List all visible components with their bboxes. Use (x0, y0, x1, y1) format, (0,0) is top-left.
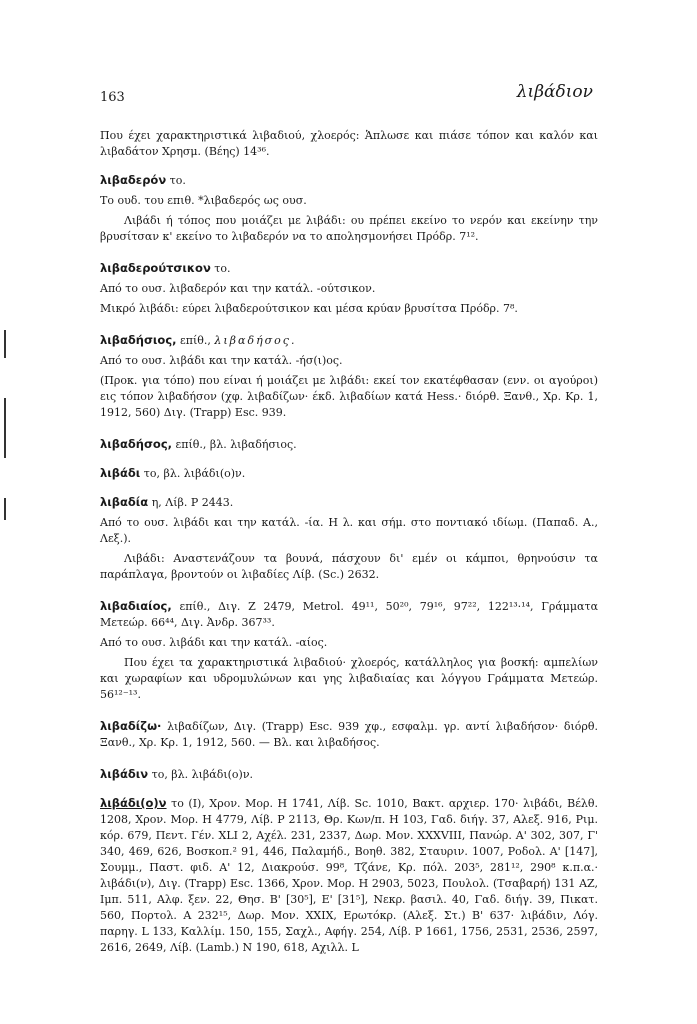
margin-mark (4, 398, 6, 458)
entry-lemma: λιβαδίζω· (100, 719, 162, 733)
entry-gloss: το, βλ. λιβάδι(ο)ν. (151, 768, 254, 781)
entry-gloss: λιβαδίζων, Διγ. (Trapp) Esc. 939 χφ., εσφαλμ. γρ. αντί λιβαδήσον· διόρθ. Ξανθ., Χρ. Κρ. 1, 1912, 560. — Βλ. και λιβαδήσος. (100, 720, 598, 749)
entry-lemma: λιβαδερόν (100, 173, 167, 187)
entry-livaderon (100, 172, 598, 245)
entry-livadisios (100, 332, 598, 421)
entry-forms: το (Ι), Χρον. Μορ. H 1741, Λίβ. Sc. 1010, Βακτ. αρχιερ. 170· λιβάδι, Βέλθ. 1208, Χρον. Μορ. H 4779, Λίβ. P 2113, Θρ. Κων/π. H 103, Γαδ. διήγ. 37, Αλεξ. 916, Ριμ. κόρ. 679, Πεντ. Γέν. XLI 2, Αχέλ. 231, 2337, Δωρ. Μον. XXXVIII, Πανώρ. Α' 302, 307, Γ' 340, 469, 626, Βοσκοπ.² 91, 446, Παλαμήδ., Βοηθ. 382, Σταυριν. 1007, Ροδολ. Α' [147], Σουμμ., Παστ. φιδ. Α' 12, Διακρούσ. 99⁸, Τζάνε, Κρ. πόλ. 203⁵, 281¹², 290⁸ κ.π.α.· λιβάδι(ν), Διγ. (Trapp) Esc. 1366, Χρον. Μορ. H 2903, 5023, Πουλολ. (Τσαβαρή) 131 AZ, Ιμπ. 511, Αλφ. ξεν. 22, Θησ. Β' [30⁵], Ε' [31⁵], Νεκρ. βασιλ. 40, Γαδ. διήγ. 39, Πικατ. 560, Πορτολ. A 232¹⁵, Δωρ. Μον. XXIX, Ερωτόκρ. (Αλεξ. Στ.) Β' 637· λιβάδιν, Λόγ. παρηγ. L 133, Καλλίμ. 150, 155, Σαχλ., Αφήγ. 254, Λίβ. P 1661, 1756, 2531, 2536, 2597, 2616, 2649, Λίβ. (Lamb.) N 190, 618, Αχιλλ. L (100, 797, 599, 954)
entry-gloss: το. (169, 174, 186, 187)
entry-gloss: η, Λίβ. P 2443. (151, 496, 234, 509)
entry-lemma: λιβαδία (100, 495, 149, 509)
entry-gloss: το, βλ. λιβάδι(ο)ν. (143, 467, 246, 480)
entry-gloss: επίθ., (180, 334, 211, 347)
running-head: λιβάδιον (516, 82, 593, 102)
entry-livadin (100, 766, 598, 783)
entry-continuation (100, 128, 598, 160)
entry-etymology: Το ουδ. του επιθ. *λιβαδερός ως ουσ. (100, 194, 307, 207)
entry-gloss: επίθ., βλ. λιβαδήσιος. (175, 438, 297, 451)
entry-lemma: λιβάδιν (100, 767, 149, 781)
entry-gloss: επίθ., Διγ. Z 2479, Metrol. 49¹¹, 50²⁰, 79¹⁶, 97²², 122¹³·¹⁴, Γράμματα Μετεώρ. 66⁴⁴, Διγ. Ἀνδρ. 367³³. (100, 600, 598, 629)
entry-lemma: λιβαδήσιος, (100, 333, 177, 347)
entry-livadi (100, 465, 598, 482)
entry-etymology: Από το ουσ. λιβάδι και την κατάλ. -ία. Η λ. και σήμ. στο ποντιακό ιδίωμ. (Παπαδ. Α., Λεξ.). (100, 516, 598, 545)
entry-livadion (100, 795, 598, 956)
margin-mark (4, 498, 6, 520)
entry-definition: Που έχει τα χαρακτηριστικά λιβαδιού· χλοερός, κατάλληλος για βοσκή: αμπελίων και χωραφίων και υδρομυλώνων και γης λιβαδιαίας και λόγγου Γράμματα Μετεώρ. 56¹²⁻¹³. (100, 656, 598, 701)
entry-gloss: το. (214, 262, 231, 275)
entry-definition: Λιβάδι: Αναστενάζουν τα βουνά, πάσχουν δι' εμέν οι κάμποι, θρηνούσιν τα παράπλαγα, βροντούν οι λιβαδίες Λίβ. (Sc.) 2632. (100, 552, 598, 581)
entry-etymology: Από το ουσ. λιβάδι και την κατάλ. -αίος. (100, 636, 328, 649)
entry-etymology: Από το ουσ. λιβάδι και την κατάλ. -ήσ(ι)ος. (100, 354, 343, 367)
entry-lemma: λιβαδερούτσικον (100, 261, 211, 275)
page-body (100, 128, 598, 971)
entry-definition: Μικρό λιβάδι: εύρει λιβαδερούτσικον και μέσα κρύαν βρυσίτσα Πρόδρ. 7⁸. (100, 302, 518, 315)
entry-definition: Λιβάδι ή τόπος που μοιάζει με λιβάδι: ου πρέπει εκείνο το νερόν και εκείνην την βρυσίτσαν κ' εκείνο το λιβαδερόν να το απολησμονήσει Πρόδρ. 7¹². (100, 214, 598, 243)
entry-livaderoutsikon (100, 260, 598, 317)
entry-lemma: λιβάδι (100, 466, 141, 480)
margin-mark (4, 330, 6, 358)
entry-livadizo (100, 718, 598, 751)
entry-variant: λιβαδήσος. (214, 334, 297, 347)
entry-lemma: λιβαδήσος, (100, 437, 173, 451)
entry-livadia (100, 494, 598, 583)
entry-definition: (Προκ. για τόπο) που είναι ή μοιάζει με λιβάδι: εκεί τον εκατέφθασαν (ενν. οι αγούροι) εις τόπον λιβαδήσον (χφ. λιβαδίζων· έκδ. λιβαδίων κατά Hess.· διόρθ. Ξανθ., Χρ. Κρ. 1, 1912, 560) Διγ. (Trapp) Esc. 939. (100, 374, 598, 419)
entry-etymology: Από το ουσ. λιβαδερόν και την κατάλ. -ούτσικον. (100, 282, 376, 295)
entry-lemma: λιβαδιαίος, (100, 599, 172, 613)
entry-livadiaios (100, 598, 598, 703)
entry-text: Που έχει χαρακτηριστικά λιβαδιού, χλοερός: Ἁπλωσε και πιάσε τόπον και καλόν και λιβαδάτον Χρησμ. (Βέης) 14³⁶. (100, 129, 598, 158)
page-number: 163 (100, 90, 125, 105)
margin-marks (4, 330, 8, 730)
entry-livadisos (100, 436, 598, 453)
entry-lemma: λιβάδι(ο)ν (100, 796, 167, 810)
